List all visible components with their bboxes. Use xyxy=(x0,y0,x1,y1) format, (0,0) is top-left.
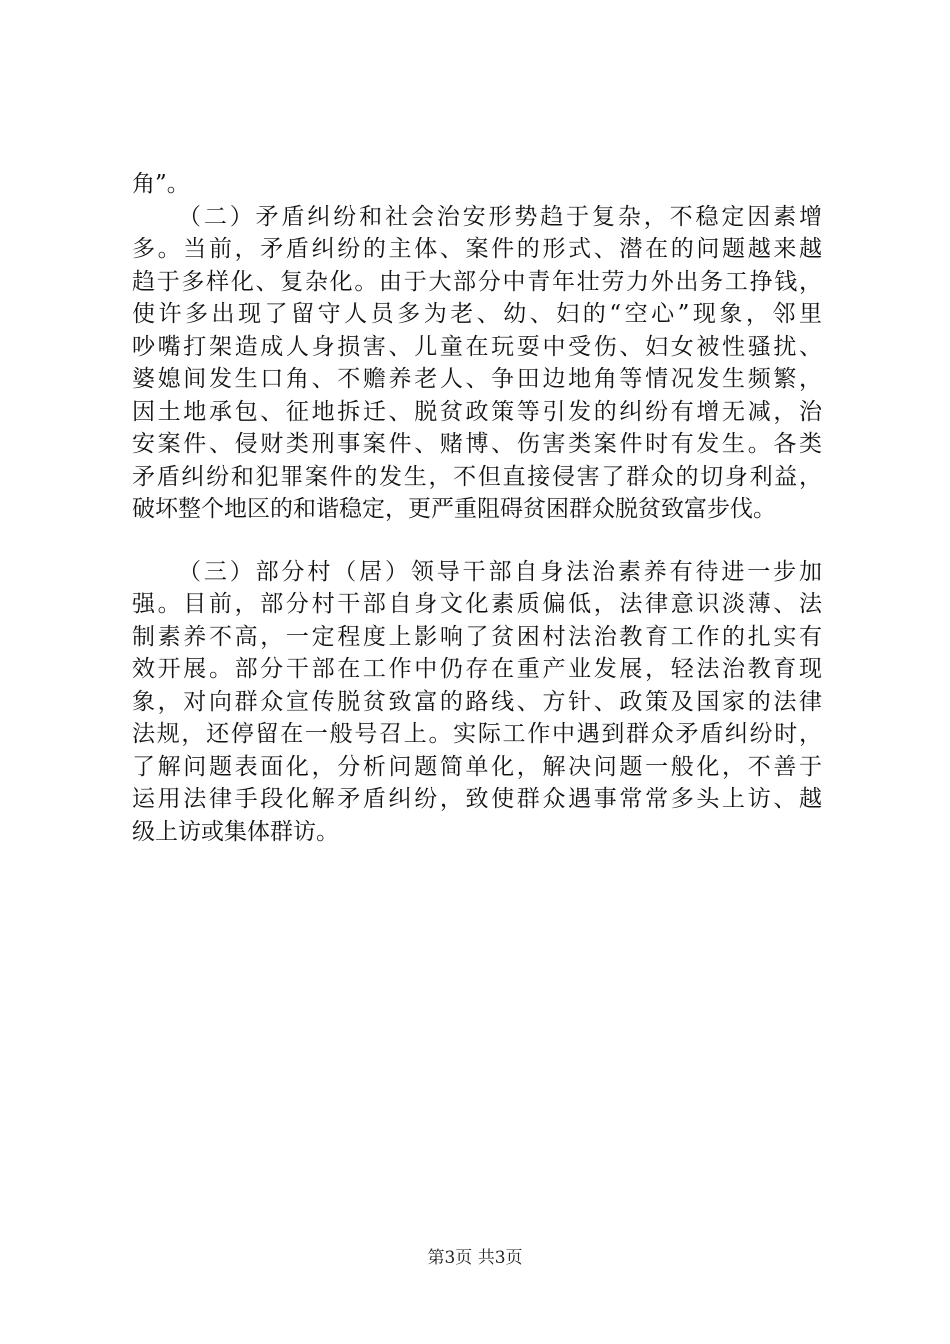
text-line: 法规，还停留在一般号召上。实际工作中遇到群众矛盾纠纷时， xyxy=(132,721,822,747)
paragraph-2 xyxy=(132,201,822,526)
text-line: 级上访或集体群访。 xyxy=(132,818,339,845)
text-line: 使许多出现了留守人员多为老、幼、妇的“空心”现象，邻里 xyxy=(132,301,822,327)
text-line: 婆媳间发生口角、不赡养老人、争田边地角等情况发生频繁， xyxy=(132,366,822,392)
text-line: （三）部分村（居）领导干部自身法治素养有待进一步加 xyxy=(178,558,822,585)
paragraph-continuation xyxy=(132,168,822,201)
text-line: 强。目前，部分村干部自身文化素质偏低，法律意识淡薄、法 xyxy=(132,591,822,617)
text-line: 安案件、侵财类刑事案件、赌博、伤害类案件时有发生。各类 xyxy=(132,431,822,457)
paragraph-spacer xyxy=(132,526,822,556)
paragraph-3 xyxy=(132,556,822,849)
text-line: 破坏整个地区的和谐稳定，更严重阻碍贫困群众脱贫致富步伐。 xyxy=(132,496,776,522)
text-line: 了解问题表面化，分析问题简单化，解决问题一般化，不善于 xyxy=(132,753,822,780)
text-line: 因土地承包、征地拆迁、脱贫政策等引发的纠纷有增无减，治 xyxy=(132,398,822,425)
text-line: 多。当前，矛盾纠纷的主体、案件的形式、潜在的问题越来越 xyxy=(132,236,822,262)
text-line: （二）矛盾纠纷和社会治安形势趋于复杂，不稳定因素增 xyxy=(178,203,822,230)
text-line: 角”。 xyxy=(132,171,190,197)
text-line: 趋于多样化、复杂化。由于大部分中青年壮劳力外出务工挣钱， xyxy=(132,268,822,295)
document-body xyxy=(132,168,822,848)
text-line: 象，对向群众宣传脱贫致富的路线、方针、政策及国家的法律 xyxy=(132,688,822,715)
text-line: 效开展。部分干部在工作中仍存在重产业发展，轻法治教育现 xyxy=(132,656,822,682)
text-line: 吵嘴打架造成人身损害、儿童在玩耍中受伤、妇女被性骚扰、 xyxy=(132,333,822,360)
text-line: 运用法律手段化解矛盾纠纷，致使群众遇事常常多头上访、越 xyxy=(132,786,822,812)
page-number-footer: 第3页 共3页 xyxy=(427,1248,523,1268)
text-line: 制素养不高，一定程度上影响了贫困村法治教育工作的扎实有 xyxy=(132,623,822,650)
text-line: 矛盾纠纷和犯罪案件的发生，不但直接侵害了群众的切身利益， xyxy=(132,463,822,490)
